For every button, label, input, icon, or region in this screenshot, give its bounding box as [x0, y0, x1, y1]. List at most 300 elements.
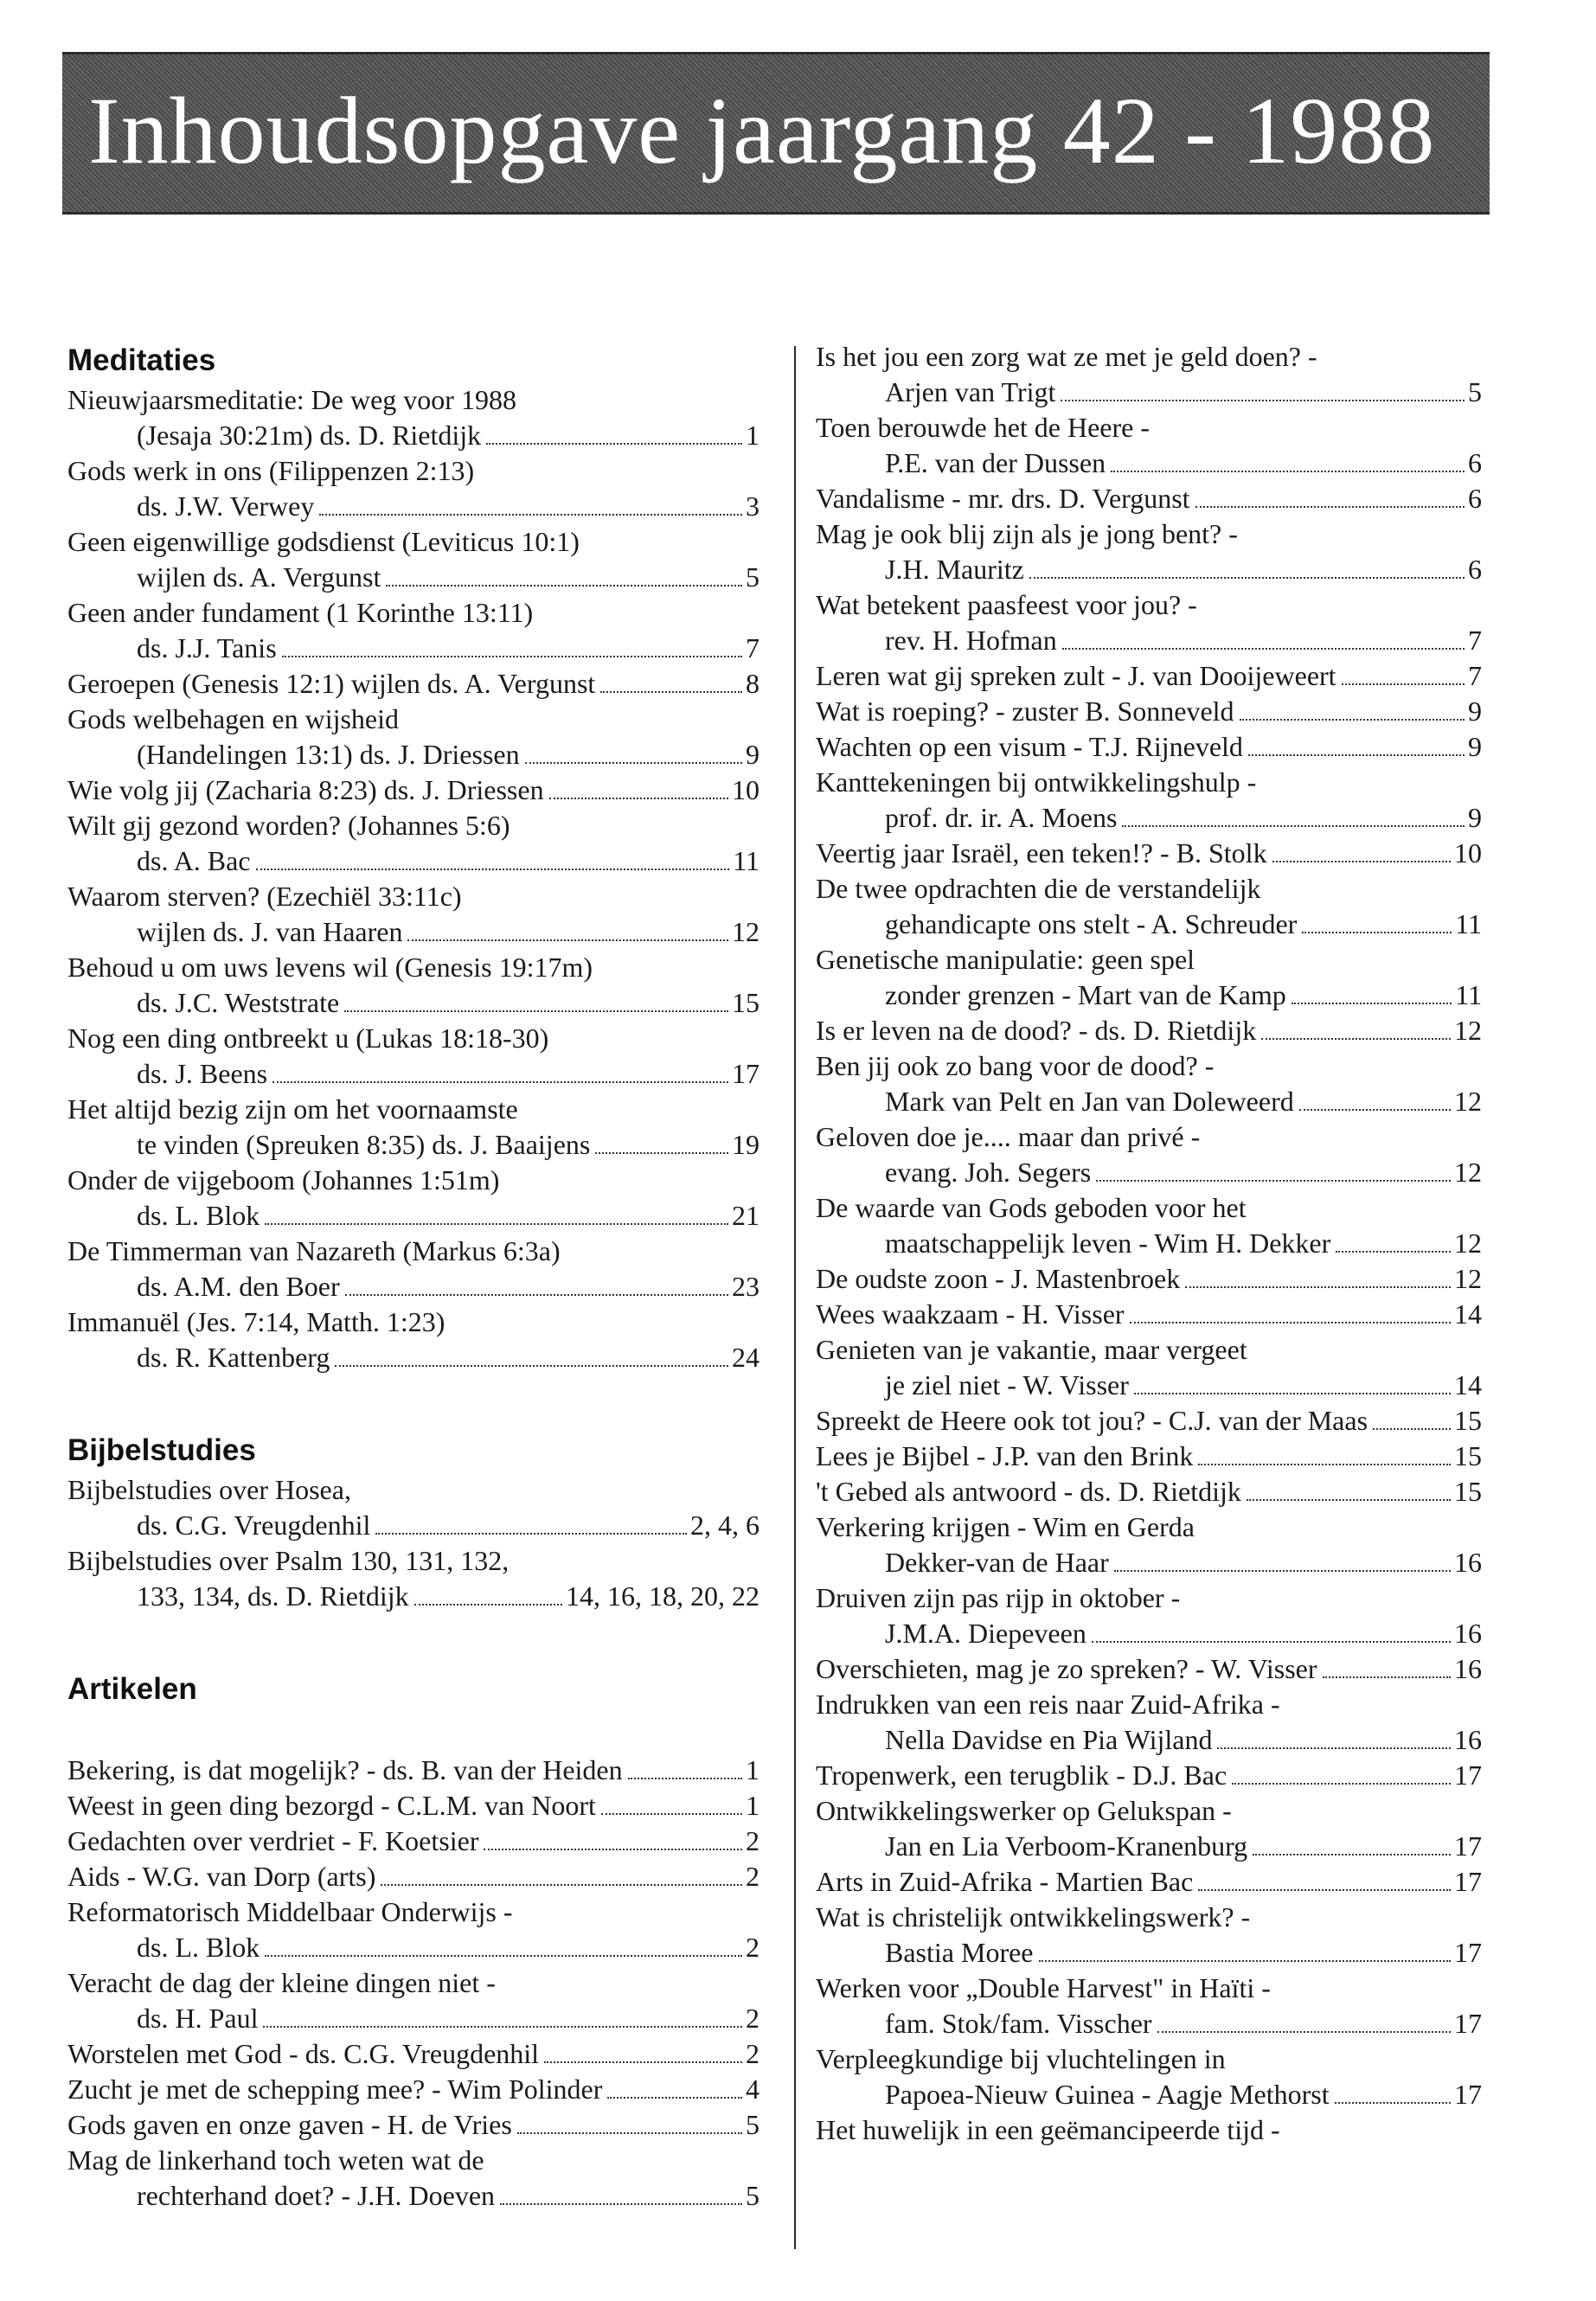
entry-text: Gedachten over verdriet - F. Koetsier	[67, 1825, 479, 1856]
toc-entry-line	[67, 631, 760, 666]
toc-entry-line	[67, 1579, 760, 1614]
entry-text: Mark van Pelt en Jan van Doleweerd	[885, 1086, 1294, 1117]
dot-leader	[1061, 400, 1465, 401]
toc-entry-line	[67, 1823, 760, 1859]
dot-leader	[1272, 861, 1451, 862]
page-number: 1	[746, 1790, 760, 1821]
column-divider	[794, 346, 796, 2249]
toc-entry	[67, 1021, 760, 1092]
toc-entry	[67, 1788, 760, 1823]
entry-text: Waarom sterven? (Ezechiël 33:11c)	[67, 881, 462, 912]
toc-entry-line	[67, 2107, 760, 2143]
page-number: 10	[732, 774, 760, 805]
entry-text: (Jesaja 30:21m) ds. D. Rietdijk	[137, 420, 482, 451]
page-number: 15	[732, 987, 760, 1018]
entry-text: rechterhand doet? - J.H. Doeven	[137, 2180, 496, 2211]
toc-list	[816, 339, 1482, 2148]
entry-text: Arjen van Trigt	[885, 376, 1056, 407]
entry-text: Arts in Zuid-Afrika - Martien Bac	[816, 1866, 1194, 1897]
toc-entry	[816, 1439, 1482, 1474]
toc-entry-line	[67, 914, 760, 950]
page-number: 17	[1454, 2079, 1482, 2110]
toc-entry	[816, 1119, 1482, 1190]
entry-text: Ontwikkelingswerker op Gelukspan -	[816, 1795, 1232, 1826]
toc-entry	[816, 942, 1482, 1013]
entry-text: Weest in geen ding bezorgd - C.L.M. van Noort	[67, 1790, 596, 1821]
entry-text: Geroepen (Genesis 12:1) wijlen ds. A. Vergunst	[67, 668, 596, 699]
entry-text: Leren wat gij spreken zult - J. van Dooijeweert	[816, 660, 1336, 691]
entry-text: 133, 134, ds. D. Rietdijk	[137, 1580, 409, 1612]
page-number: 3	[746, 490, 760, 522]
toc-entry-line	[816, 623, 1482, 658]
toc-entry	[816, 339, 1482, 410]
entry-text: ds. R. Kattenberg	[137, 1342, 330, 1373]
entry-text: fam. Stok/fam. Visscher	[885, 2008, 1152, 2039]
entry-text: Veracht de dag der kleine dingen niet -	[67, 1967, 496, 1998]
page-number: 5	[1468, 376, 1482, 407]
dot-leader	[1299, 1109, 1451, 1111]
entry-text: Worstelen met God - ds. C.G. Vreugdenhil	[67, 2038, 540, 2069]
entry-text: ds. L. Blok	[137, 1200, 260, 1231]
dot-leader	[1323, 1676, 1451, 1678]
toc-entry	[816, 871, 1482, 942]
entry-text: prof. dr. ir. A. Moens	[885, 802, 1118, 833]
toc-entry	[816, 1687, 1482, 1758]
toc-entry	[67, 808, 760, 879]
toc-entry	[816, 1190, 1482, 1261]
entry-text: Geen ander fundament (1 Korinthe 13:11)	[67, 597, 534, 628]
toc-entry-line	[816, 481, 1482, 516]
toc-entry	[816, 1580, 1482, 1651]
entry-text: te vinden (Spreuken 8:35) ds. J. Baaijens	[137, 1129, 591, 1160]
dot-leader	[544, 2061, 742, 2063]
toc-entry-line	[67, 2001, 760, 2036]
dot-leader	[282, 656, 742, 657]
entry-text: Nella Davidse en Pia Wijland	[885, 1724, 1213, 1755]
entry-text: Wachten op een visum - T.J. Rijneveld	[816, 731, 1243, 762]
toc-entry	[67, 382, 760, 453]
entry-text: Werken voor „Double Harvest" in Haïti -	[816, 1972, 1271, 2003]
page-number: 2	[746, 2038, 760, 2069]
dot-leader	[1130, 1322, 1451, 1324]
page-number: 14	[1454, 1298, 1482, 1330]
toc-entry	[816, 1509, 1482, 1580]
entry-text: Dekker-van de Haar	[885, 1547, 1109, 1578]
page-number: 2	[746, 1861, 760, 1892]
page-number: 17	[732, 1058, 760, 1089]
page-number: 7	[746, 632, 760, 663]
dot-leader	[1373, 1428, 1451, 1430]
entry-text: Papoea-Nieuw Guinea - Aagje Methorst	[885, 2079, 1330, 2110]
toc-entry	[67, 1543, 760, 1614]
page-number: 17	[1454, 1759, 1482, 1791]
toc-entry	[67, 950, 760, 1021]
toc-entry	[816, 1900, 1482, 1971]
toc-entry	[67, 1753, 760, 1788]
entry-text: Immanuël (Jes. 7:14, Matth. 1:23)	[67, 1306, 445, 1337]
toc-entry-line	[67, 1340, 760, 1375]
dot-leader	[256, 868, 730, 870]
toc-entry-line	[816, 1616, 1482, 1651]
dot-leader	[1335, 2102, 1451, 2104]
entry-text: Verpleegkundige bij vluchtelingen in	[816, 2043, 1226, 2074]
entry-text: ds. J. Beens	[137, 1058, 268, 1089]
dot-leader	[607, 2097, 742, 2099]
toc-entry	[816, 1758, 1482, 1793]
entry-text: Bastia Moree	[885, 1937, 1034, 1968]
entry-text: rev. H. Hofman	[885, 625, 1057, 656]
page-number: 21	[732, 1200, 760, 1231]
dot-leader	[272, 1081, 728, 1083]
toc-entry	[67, 666, 760, 702]
entry-text: Toen berouwde het de Heere -	[816, 412, 1151, 443]
page-number: 9	[1468, 695, 1482, 727]
dot-leader	[1096, 1180, 1451, 1182]
entry-text: zonder grenzen - Mart van de Kamp	[885, 979, 1286, 1010]
toc-entry	[67, 1823, 760, 1859]
entry-text: Druiven zijn pas rijp in oktober -	[816, 1582, 1181, 1613]
toc-entry-line	[816, 1651, 1482, 1687]
page-number: 12	[1454, 1086, 1482, 1117]
toc-entry	[67, 1965, 760, 2036]
dot-leader	[600, 691, 742, 693]
dot-leader	[1185, 1286, 1451, 1288]
page-number: 12	[1454, 1227, 1482, 1259]
toc-entry-line	[816, 1722, 1482, 1758]
dot-leader	[525, 762, 742, 764]
entry-text: Aids - W.G. van Dorp (arts)	[67, 1861, 376, 1892]
entry-text: Ben jij ook zo bang voor de dood? -	[816, 1050, 1215, 1081]
toc-entry	[67, 772, 760, 808]
page-number: 17	[1454, 1866, 1482, 1897]
toc-entry-line	[67, 418, 760, 453]
entry-text: De twee opdrachten die de verstandelijk	[816, 873, 1261, 904]
page-number: 15	[1454, 1476, 1482, 1507]
section-spacer	[67, 1711, 760, 1753]
right-column	[816, 339, 1482, 2148]
toc-entry-line	[67, 843, 760, 879]
toc-entry	[816, 516, 1482, 587]
page-number: 14	[1454, 1369, 1482, 1400]
toc-entry	[816, 481, 1482, 516]
dot-leader	[1247, 1499, 1451, 1501]
dot-leader	[414, 1604, 562, 1606]
entry-text: Gods werk in ons (Filippenzen 2:13)	[67, 455, 475, 486]
toc-entry-line	[816, 1368, 1482, 1403]
entry-text: (Handelingen 13:1) ds. J. Driessen	[137, 739, 520, 770]
toc-entry	[816, 2112, 1482, 2148]
toc-entry-line	[816, 1403, 1482, 1439]
entry-text: Zucht je met de schepping mee? - Wim Polinder	[67, 2073, 603, 2105]
entry-text: Spreekt de Heere ook tot jou? - C.J. van der Maas	[816, 1405, 1368, 1436]
page-number: 12	[1454, 1015, 1482, 1046]
dot-leader	[1336, 1251, 1451, 1253]
toc-entry	[816, 1793, 1482, 1864]
entry-text: De Timmerman van Nazareth (Markus 6:3a)	[67, 1235, 561, 1266]
entry-text: Veertig jaar Israël, een teken!? - B. Stolk	[816, 837, 1267, 868]
toc-entry-line	[67, 1127, 760, 1163]
toc-entry	[67, 1859, 760, 1894]
dot-leader	[1029, 577, 1465, 579]
toc-entry	[67, 595, 760, 666]
toc-entry	[816, 1971, 1482, 2041]
toc-entry-line	[67, 1753, 760, 1788]
dot-leader	[375, 1533, 687, 1535]
entry-text: ds. J.W. Verwey	[137, 490, 315, 522]
toc-entry-line	[816, 2006, 1482, 2041]
toc-entry-line	[816, 445, 1482, 481]
dot-leader	[381, 1884, 742, 1886]
toc-entry	[816, 1651, 1482, 1687]
entry-text: Indrukken van een reis naar Zuid-Afrika -	[816, 1689, 1280, 1720]
entry-text: Wees waakzaam - H. Visser	[816, 1298, 1125, 1330]
page-number: 8	[746, 668, 760, 699]
dot-leader	[1302, 932, 1452, 933]
toc-entry	[67, 524, 760, 595]
toc-entry-line	[816, 2077, 1482, 2112]
page-number: 15	[1454, 1440, 1482, 1471]
toc-entry	[816, 1013, 1482, 1048]
toc-list	[67, 1472, 760, 1614]
dot-leader	[1253, 1854, 1451, 1856]
toc-entry	[67, 453, 760, 524]
page-number: 12	[732, 916, 760, 947]
dot-leader	[1292, 1003, 1452, 1004]
dot-leader	[517, 2132, 742, 2134]
toc-entry-line	[816, 1758, 1482, 1793]
entry-text: Verkering krijgen - Wim en Gerda	[816, 1511, 1195, 1542]
toc-entry	[816, 1474, 1482, 1509]
page-number: 6	[1468, 554, 1482, 585]
toc-entry	[67, 2036, 760, 2072]
page-number: 2	[746, 1825, 760, 1856]
entry-text: ds. H. Paul	[137, 2003, 259, 2034]
dot-leader	[407, 939, 728, 941]
toc-entry-line	[67, 772, 760, 808]
entry-text: 't Gebed als antwoord - ds. D. Rietdijk	[816, 1476, 1241, 1507]
entry-text: evang. Joh. Segers	[885, 1157, 1092, 1188]
page-number: 9	[1468, 731, 1482, 762]
page-number: 16	[1454, 1618, 1482, 1649]
entry-text: wijlen ds. A. Vergunst	[137, 561, 381, 593]
toc-entry-line	[67, 2072, 760, 2107]
toc-entry	[816, 1332, 1482, 1403]
entry-text: Bijbelstudies over Psalm 130, 131, 132,	[67, 1545, 510, 1576]
page-title: Inhoudsopgave jaargang 42 - 1988	[88, 78, 1436, 183]
toc-entry-line	[67, 985, 760, 1021]
toc-entry	[816, 1261, 1482, 1297]
page-number: 1	[746, 1754, 760, 1785]
toc-entry-line	[816, 907, 1482, 942]
title-banner	[62, 52, 1490, 215]
entry-text: ds. C.G. Vreugdenhil	[137, 1509, 371, 1541]
section-heading: Artikelen	[67, 1672, 197, 1706]
entry-text: Gods gaven en onze gaven - H. de Vries	[67, 2109, 512, 2140]
dot-leader	[1062, 648, 1465, 650]
toc-entry	[67, 1472, 760, 1543]
toc-entry	[67, 879, 760, 950]
page-number: 2	[746, 1932, 760, 1963]
entry-text: Genetische manipulatie: geen spel	[816, 944, 1195, 975]
entry-text: Mag je ook blij zijn als je jong bent? -	[816, 518, 1238, 549]
toc-entry	[67, 2072, 760, 2107]
dot-leader	[1217, 1747, 1451, 1749]
entry-text: gehandicapte ons stelt - A. Schreuder	[885, 908, 1298, 939]
toc-list	[67, 1753, 760, 2214]
entry-text: Geen eigenwillige godsdienst (Leviticus 10:1)	[67, 526, 580, 557]
toc-entry	[816, 587, 1482, 658]
toc-entry	[67, 1163, 760, 1234]
dot-leader	[486, 443, 742, 445]
entry-text: Wat is christelijk ontwikkelingswerk? -	[816, 1901, 1251, 1932]
toc-entry-line	[816, 729, 1482, 765]
dot-leader	[1240, 719, 1465, 721]
page-number: 11	[733, 845, 760, 876]
dot-leader	[1111, 471, 1465, 472]
page-number: 5	[746, 2109, 760, 2140]
section-heading: Meditaties	[67, 343, 216, 377]
toc-entry-line	[816, 552, 1482, 587]
toc-entry-line	[816, 1084, 1482, 1119]
dot-leader	[319, 514, 742, 516]
dot-leader	[265, 1955, 742, 1957]
toc-entry	[816, 658, 1482, 694]
toc-entry	[816, 836, 1482, 871]
page-number: 19	[732, 1129, 760, 1160]
page-number: 5	[746, 2180, 760, 2211]
entry-text: Nieuwjaarsmeditatie: De weg voor 1988	[67, 384, 516, 415]
toc-entry-line	[67, 1269, 760, 1304]
page-number: 2	[746, 2003, 760, 2034]
toc-entry-line	[816, 1297, 1482, 1332]
page-number: 17	[1454, 1937, 1482, 1968]
page-number: 17	[1454, 2008, 1482, 2039]
page-number: 6	[1468, 447, 1482, 478]
entry-text: Tropenwerk, een terugblik - D.J. Bac	[816, 1759, 1227, 1791]
entry-text: Vandalisme - mr. drs. D. Vergunst	[816, 483, 1190, 514]
entry-text: ds. J.J. Tanis	[137, 632, 277, 663]
toc-entry-line	[816, 375, 1482, 410]
entry-text: Geloven doe je.... maar dan privé -	[816, 1121, 1201, 1152]
entry-text: ds. J.C. Weststrate	[137, 987, 340, 1018]
entry-text: Het altijd bezig zijn om het voornaamste	[67, 1093, 518, 1125]
entry-text: Overschieten, mag je zo spreken? - W. Visser	[816, 1653, 1317, 1684]
entry-text: ds. A. Bac	[137, 845, 251, 876]
entry-text: P.E. van der Dussen	[885, 447, 1106, 478]
toc-entry-line	[816, 2112, 1482, 2148]
entry-text: De waarde van Gods geboden voor het	[816, 1192, 1247, 1223]
entry-text: J.H. Mauritz	[885, 554, 1024, 585]
entry-text: De oudste zoon - J. Mastenbroek	[816, 1263, 1181, 1294]
toc-entry-line	[816, 1261, 1482, 1297]
toc-entry	[816, 729, 1482, 765]
page-number: 11	[1455, 908, 1482, 939]
entry-text: Is het jou een zorg wat ze met je geld doen? -	[816, 341, 1317, 372]
section-heading: Bijbelstudies	[67, 1433, 256, 1467]
toc-entry	[67, 1894, 760, 1965]
entry-text: Wat betekent paasfeest voor jou? -	[816, 589, 1197, 620]
toc-entry-line	[67, 1198, 760, 1234]
toc-entry-line	[816, 1935, 1482, 1971]
dot-leader	[1198, 1889, 1451, 1891]
entry-text: Mag de linkerhand toch weten wat de	[67, 2144, 484, 2176]
dot-leader	[1232, 1783, 1451, 1785]
toc-entry	[816, 765, 1482, 836]
dot-leader	[1342, 683, 1465, 685]
entry-text: Onder de vijgeboom (Johannes 1:51m)	[67, 1164, 500, 1195]
entry-text: Nog een ding ontbreekt u (Lukas 18:18-30)	[67, 1022, 549, 1054]
toc-entry-line	[816, 1226, 1482, 1261]
toc-entry-line	[816, 1155, 1482, 1190]
toc-entry-line	[816, 977, 1482, 1013]
entry-text: J.M.A. Diepeveen	[885, 1618, 1086, 1649]
dot-leader	[601, 1813, 742, 1815]
toc-entry	[67, 1234, 760, 1304]
entry-text: Bijbelstudies over Hosea,	[67, 1474, 351, 1505]
entry-text: Reformatorisch Middelbaar Onderwijs -	[67, 1896, 513, 1927]
dot-leader	[386, 585, 742, 586]
toc-entry-line	[67, 737, 760, 772]
dot-leader	[344, 1010, 728, 1012]
dot-leader	[1248, 754, 1465, 756]
dot-leader	[1261, 1038, 1451, 1040]
page-number: 12	[1454, 1263, 1482, 1294]
entry-text: ds. A.M. den Boer	[137, 1271, 340, 1302]
page-number: 7	[1468, 625, 1482, 656]
toc-entry-line	[67, 1508, 760, 1543]
toc-entry	[816, 1403, 1482, 1439]
dot-leader	[1157, 2031, 1451, 2033]
toc-entry	[67, 1304, 760, 1375]
entry-text: Jan en Lia Verboom-Kranenburg	[885, 1830, 1248, 1862]
page-number: 12	[1454, 1157, 1482, 1188]
toc-entry	[816, 694, 1482, 729]
toc-entry-line	[816, 836, 1482, 871]
entry-text: Bekering, is dat mogelijk? - ds. B. van der Heiden	[67, 1754, 623, 1785]
page-number: 17	[1454, 1830, 1482, 1862]
toc-entry	[816, 410, 1482, 481]
page-number: 9	[746, 739, 760, 770]
toc-entry-line	[816, 1013, 1482, 1048]
page-number: 4	[746, 2073, 760, 2105]
page-number: 10	[1454, 837, 1482, 868]
toc-entry-line	[67, 666, 760, 702]
toc-entry-line	[67, 489, 760, 524]
page-number: 16	[1454, 1547, 1482, 1578]
toc-entry-line	[67, 1788, 760, 1823]
toc-entry	[67, 702, 760, 772]
dot-leader	[1039, 1960, 1452, 1962]
page-number: 24	[732, 1342, 760, 1373]
dot-leader	[1114, 1570, 1451, 1572]
entry-text: Kanttekeningen bij ontwikkelingshulp -	[816, 766, 1257, 798]
toc-entry-line	[67, 2178, 760, 2214]
toc-entry-line	[67, 1859, 760, 1894]
page-number: 7	[1468, 660, 1482, 691]
page-number: 9	[1468, 802, 1482, 833]
toc-entry	[816, 1048, 1482, 1119]
toc-entry-line	[816, 1829, 1482, 1864]
page-number: 15	[1454, 1405, 1482, 1436]
toc-entry-line	[67, 1930, 760, 1965]
dot-leader	[1092, 1641, 1451, 1643]
toc-entry	[816, 1864, 1482, 1900]
toc-list	[67, 382, 760, 1375]
page-number: 5	[746, 561, 760, 593]
entry-text: Genieten van je vakantie, maar vergeet	[816, 1334, 1247, 1365]
toc-entry-line	[67, 1056, 760, 1092]
dot-leader	[335, 1365, 728, 1367]
